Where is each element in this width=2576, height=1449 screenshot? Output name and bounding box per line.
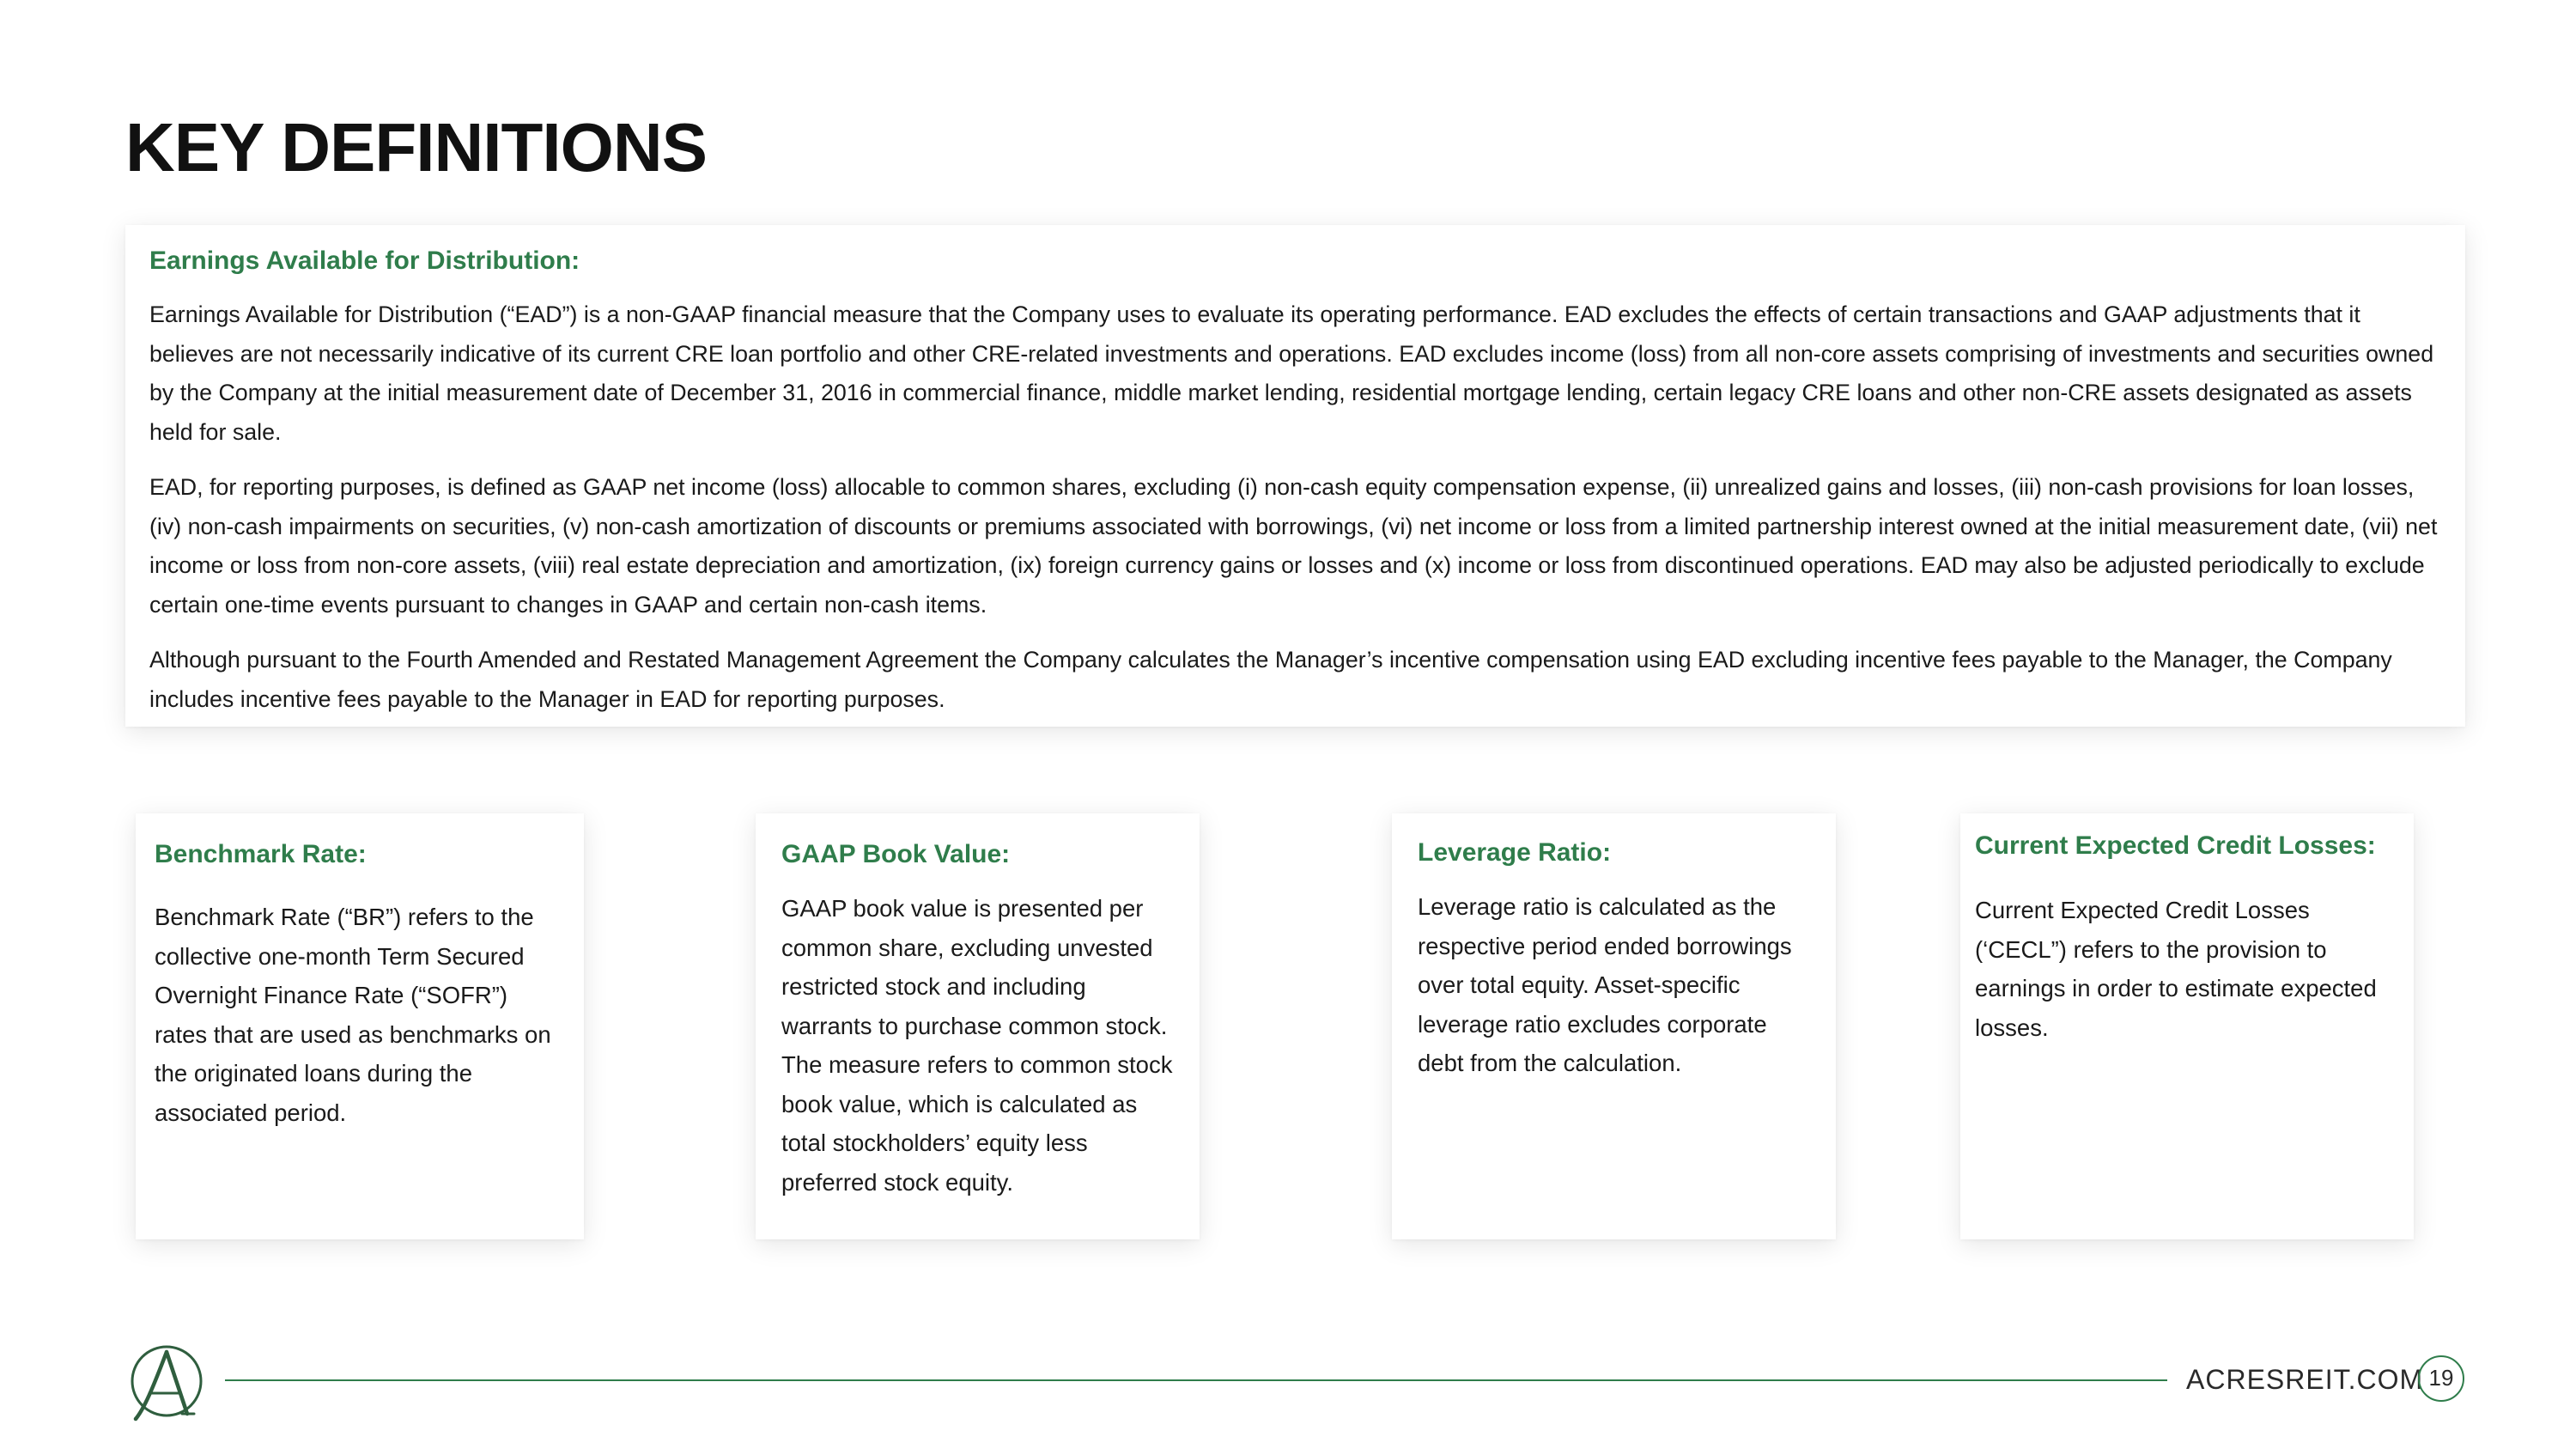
- ead-paragraph: Although pursuant to the Fourth Amended and Restated Management Agreement the Company calculates the Manager’s incentive compensation using EAD excluding incentive fees payable to the Manager, the Company includes incentive fees payable to the Manager in EAD for reporting purposes.: [149, 647, 2392, 712]
- ead-definition-card: [125, 225, 2465, 727]
- leverage-ratio-card: [1392, 813, 1836, 1239]
- gaap-book-value-text: GAAP book value is presented per common share, excluding unvested restricted stock and including warrants to purchase common stock. The measure refers to common stock book value, which is calculated as total stockholders’ equity less preferred stock equity.: [781, 895, 1173, 1196]
- leverage-ratio-text: Leverage ratio is calculated as the respective period ended borrowings over total equity. Asset-specific leverage ratio excludes corporate debt from the calculation.: [1418, 893, 1792, 1076]
- benchmark-rate-card: [136, 813, 584, 1239]
- gaap-book-value-heading: GAAP Book Value:: [781, 840, 1011, 868]
- footer-divider: [225, 1379, 2167, 1381]
- cecl-card: [1960, 813, 2414, 1239]
- page-number-badge: 19: [2418, 1355, 2464, 1402]
- cecl-heading: Current Expected Credit Losses:: [1975, 831, 2376, 860]
- leverage-ratio-heading: Leverage Ratio:: [1418, 838, 1612, 867]
- cecl-text: Current Expected Credit Losses (‘CECL”) refers to the provision to earnings in order to estimate expected losses.: [1975, 897, 2377, 1041]
- footer-website[interactable]: ACRESREIT.COM: [2186, 1364, 2424, 1395]
- benchmark-rate-text: Benchmark Rate (“BR”) refers to the collective one-month Term Secured Overnight Finance Rate (“SOFR”) rates that are used as benchmarks on the originated loans during the associated period.: [155, 904, 551, 1126]
- benchmark-rate-heading: Benchmark Rate:: [155, 840, 367, 868]
- gaap-book-value-card: [756, 813, 1200, 1239]
- ead-paragraph: Earnings Available for Distribution (“EAD”) is a non-GAAP financial measure that the Company uses to evaluate its operating performance. EAD excludes the effects of certain transactions and GAAP adjustments that it believes are not necessarily indicative of its current CRE loan portfolio and other CRE-related investments and operations. EAD excludes income (loss) from all non-core assets comprising of investments and securities owned by the Company at the initial measurement date of December 31, 2016 in commercial finance, middle market lending, residential mortgage lending, certain legacy CRE loans and other non-CRE assets designated as assets held for sale.: [149, 301, 2434, 445]
- acres-a-logo-icon: [124, 1340, 206, 1422]
- ead-heading: Earnings Available for Distribution:: [149, 247, 580, 275]
- page-title: KEY DEFINITIONS: [125, 109, 707, 186]
- ead-paragraph: EAD, for reporting purposes, is defined as GAAP net income (loss) allocable to common shares, excluding (i) non-cash equity compensation expense, (ii) unrealized gains and losses, (iii) non-cash provisions for loan losses, (iv) non-cash impairments on securities, (v) non-cash amortization of discounts or premiums associated with borrowings, (vi) net income or loss from a limited partnership interest owned at the initial measurement date, (vii) net income or loss from non-core assets, (viii) real estate depreciation and amortization, (ix) foreign currency gains or losses and (x) income or loss from discontinued operations. EAD may also be adjusted periodically to exclude certain one-time events pursuant to changes in GAAP and certain non-cash items.: [149, 474, 2438, 618]
